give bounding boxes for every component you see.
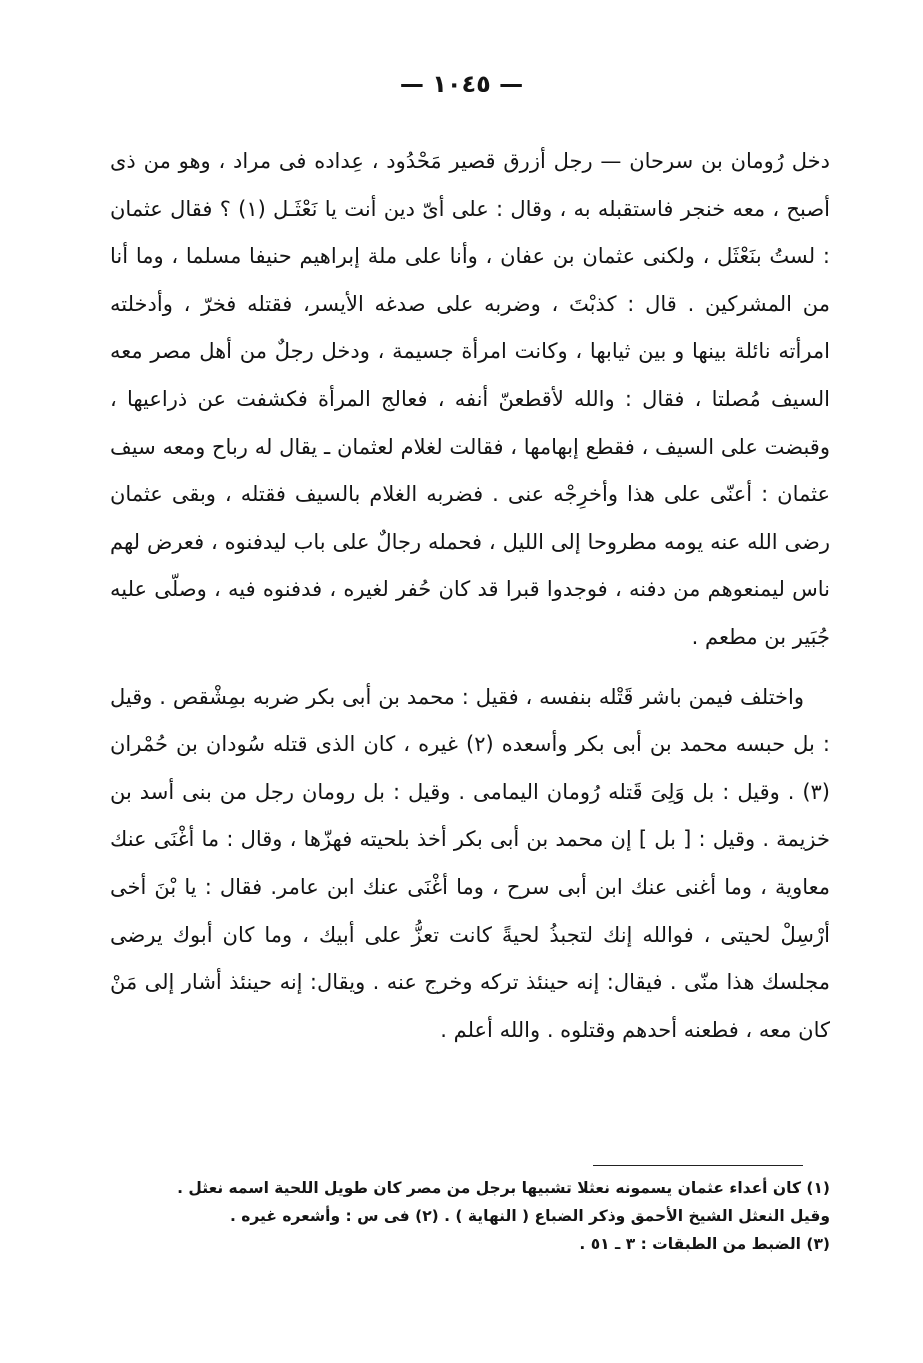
footnote-line-3: (٣) الضبط من الطبقات : ٣ ـ ٥١ . [579, 1235, 830, 1253]
paragraph-1: دخل رُومان بن سرحان — رجل أزرق قصير مَحْدُود ، عِداده فى مراد ، وهو من ذى أصبح ، معه خنجر فاستقبله به ، وقال : على أىّ دين أنت يا نَعْثَـل (١) ؟ فقال عثمان : لستُ بنَعْثَل ، ولكنى عثمان بن عفان ، وأنا على ملة إبراهيم حنيفا مسلما ، وما أنا من المشركين . قال : كذبْتَ ، وضربه على صدغه الأيسر، فقتله فخرّ ، وأدخلته امرأته نائلة بينها و بين ثيابها ، وكانت امرأة جسيمة ، ودخل رجلٌ من أهل مصر معه السيف مُصلتا ، فقال : والله لأقطعنّ أنفه ، فعالج المرأة فكشفت عن ذراعيها ، وقبضت على السيف ، فقطع إبهامها ، فقالت لغلام لعثمان ـ يقال له رباح ومعه سيف عثمان : أعنّى على هذا وأخرِجْه عنى . فضربه الغلام بالسيف فقتله ، وبقى عثمان رضى الله عنه يومه مطروحا إلى الليل ، فحمله رجالٌ على باب ليدفنوه ، فعرض لهم ناس ليمنعوهم من دفنه ، فوجدوا قبرا قد كان حُفر لغيره ، فدفنوه فيه ، وصلّى عليه جُبَير بن مطعم . [110, 149, 830, 649]
main-text [110, 138, 830, 1054]
footnote-separator [593, 1165, 803, 1166]
page-number: — ١٠٤٥ — [399, 70, 524, 98]
footnote-line-2: وقيل النعثل الشيخ الأحمق وذكر الضباع ( النهاية ) . (٢) فى س : وأشعره غيره . [229, 1207, 830, 1225]
paragraph-2: واختلف فيمن باشر قَتْله بنفسه ، فقيل : محمد بن أبى بكر ضربه بمِشْقص . وقيل : بل حبسه محمد بن أبى بكر وأسعده (٢) غيره ، كان الذى قتله سُودان بن حُمْران (٣) . وقيل : بل وَلِىَ قَتله رُومان اليمامى . وقيل : بل رومان رجل من بنى أسد بن خزيمة . وقيل : [ بل ] إن محمد بن أبى بكر أخذ بلحيته فهزّها ، وقال : ما أغْنَى عنك معاوية ، وما أغنى عنك ابن أبى سرح ، وما أغْنَى عنك ابن عامر. فقال : يا بْنَ أخى أرْسِلْ لحيتى ، فوالله إنك لتجبذُ لحيةً كانت تعزُّ على أبيك ، وما كان أبوك يرضى مجلسك هذا منّى . فيقال: إنه حينئذ تركه وخرج عنه . ويقال: إنه حينئذ أشار إلى مَنْ كان معه ، فطعنه أحدهم وقتلوه . والله أعلم . [110, 684, 830, 1042]
footnotes [140, 1174, 830, 1258]
footnote-line-1: (١) كان أعداء عثمان يسمونه نعثلا تشبيها برجل من مصر كان طويل اللحية اسمه نعثل . [177, 1179, 830, 1197]
